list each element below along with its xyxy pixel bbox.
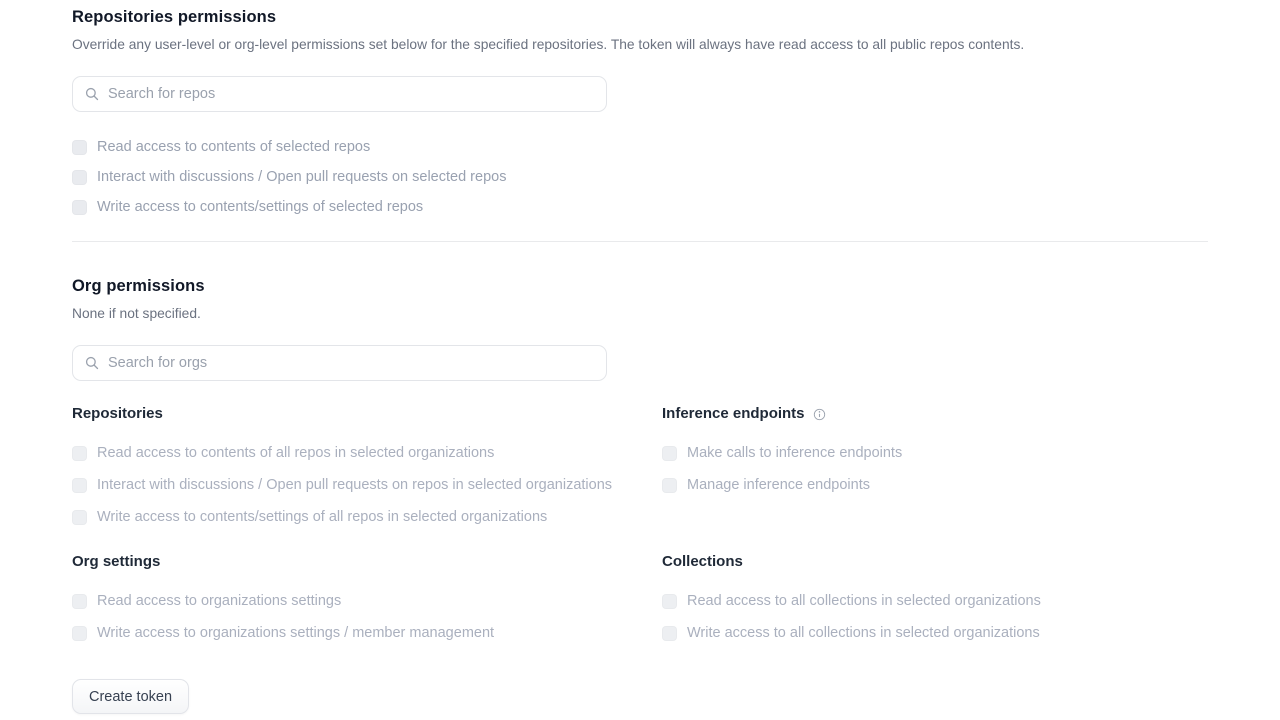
org-group-org-settings-title xyxy=(72,551,662,573)
checkbox-list xyxy=(662,585,1208,649)
org-group-org-settings xyxy=(72,551,662,649)
checkbox-label: Interact with discussions / Open pull requests on repos in selected organizations xyxy=(97,476,613,493)
checkbox-row-read-org-settings[interactable] xyxy=(72,585,662,617)
checkbox[interactable] xyxy=(72,594,87,609)
group-title-text: Org settings xyxy=(72,553,161,570)
org-group-repositories-title xyxy=(72,403,662,425)
checkbox-row-write-org-settings[interactable] xyxy=(72,617,662,649)
checkbox-label: Read access to organizations settings xyxy=(97,592,342,609)
create-token-button[interactable]: Create token xyxy=(72,679,189,714)
checkbox-row-read-collections[interactable] xyxy=(662,585,1208,617)
checkbox-row-make-inference-calls[interactable] xyxy=(662,437,1208,469)
checkbox-label: Write access to organizations settings / member management xyxy=(97,624,495,641)
repositories-permissions-title: Repositories permissions xyxy=(72,8,277,26)
checkbox-row-org-write-repos[interactable] xyxy=(72,501,662,533)
org-group-inference-endpoints xyxy=(662,403,1208,533)
checkbox-row-write-selected-repos[interactable] xyxy=(72,192,1208,222)
checkbox-row-org-read-repos[interactable] xyxy=(72,437,662,469)
checkbox[interactable] xyxy=(72,510,87,525)
checkbox[interactable] xyxy=(662,626,677,641)
checkbox-label: Interact with discussions / Open pull requests on selected repos xyxy=(97,168,507,185)
org-permissions-section xyxy=(72,275,1208,649)
checkbox-label: Write access to contents/settings of selected repos xyxy=(97,198,424,215)
group-title-text: Collections xyxy=(662,553,743,570)
search-icon xyxy=(85,356,99,370)
repos-search-input[interactable] xyxy=(108,86,594,102)
checkbox[interactable] xyxy=(72,446,87,461)
orgs-search-input[interactable] xyxy=(108,355,594,371)
orgs-search-box[interactable] xyxy=(72,345,607,381)
org-permissions-grid xyxy=(72,403,1208,649)
org-group-collections xyxy=(662,551,1208,649)
repositories-permissions-section xyxy=(72,6,1208,222)
repositories-permissions-description: Override any user-level or org-level permissions set below for the specified repositories. The token will always have read access to all public repos contents. xyxy=(72,37,1025,52)
search-icon xyxy=(85,87,99,101)
checkbox-row-interact-selected-repos[interactable] xyxy=(72,162,1208,192)
checkbox-label: Manage inference endpoints xyxy=(687,476,870,493)
checkbox[interactable] xyxy=(662,478,677,493)
checkbox[interactable] xyxy=(662,446,677,461)
checkbox-label: Read access to contents of selected repos xyxy=(97,138,371,155)
checkbox[interactable] xyxy=(72,626,87,641)
repos-permissions-checkbox-list xyxy=(72,132,1208,222)
org-group-inference-endpoints-title xyxy=(662,403,1208,425)
repos-search-box[interactable] xyxy=(72,76,607,112)
org-permissions-subtitle: None if not specified. xyxy=(72,306,201,321)
checkbox-row-read-selected-repos[interactable] xyxy=(72,132,1208,162)
org-group-repositories xyxy=(72,403,662,533)
group-title-text: Inference endpoints xyxy=(662,405,805,422)
checkbox-label: Read access to contents of all repos in selected organizations xyxy=(97,444,495,461)
org-permissions-title: Org permissions xyxy=(72,277,205,295)
section-divider xyxy=(72,241,1208,242)
checkbox-list xyxy=(72,585,662,649)
group-title-text: Repositories xyxy=(72,405,163,422)
checkbox[interactable] xyxy=(72,478,87,493)
checkbox-label: Make calls to inference endpoints xyxy=(687,444,903,461)
checkbox-label: Write access to contents/settings of all repos in selected organizations xyxy=(97,508,548,525)
checkbox-list xyxy=(662,437,1208,501)
checkbox-list xyxy=(72,437,662,533)
checkbox-row-write-collections[interactable] xyxy=(662,617,1208,649)
checkbox-row-org-interact-repos[interactable] xyxy=(72,469,662,501)
checkbox-row-manage-inference-endpoints[interactable] xyxy=(662,469,1208,501)
checkbox-label: Read access to all collections in selected organizations xyxy=(687,592,1041,609)
checkbox[interactable] xyxy=(72,140,87,155)
info-icon xyxy=(813,408,826,421)
checkbox-label: Write access to all collections in selected organizations xyxy=(687,624,1040,641)
checkbox[interactable] xyxy=(72,200,87,215)
org-group-collections-title xyxy=(662,551,1208,573)
checkbox[interactable] xyxy=(72,170,87,185)
checkbox[interactable] xyxy=(662,594,677,609)
